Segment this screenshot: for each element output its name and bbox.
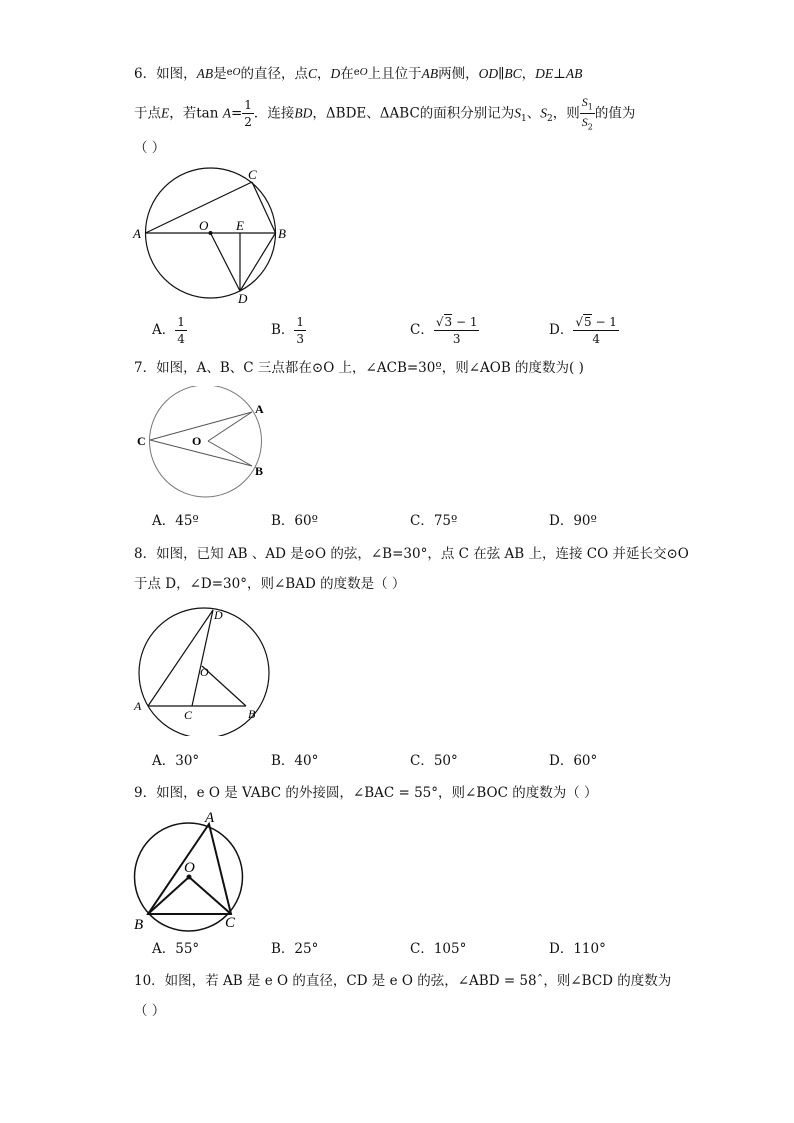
q6-answer-paren: （ ） [134, 140, 166, 156]
q8-option-c[interactable]: C．50° [410, 753, 458, 769]
q7-option-d[interactable]: D．90º [549, 513, 597, 529]
q6-circle-figure [130, 164, 310, 304]
q10-answer-paren: （ ） [134, 1003, 166, 1019]
q10-stem-line1: 10．如图，若 AB 是 e O 的直径，CD 是 e O 的弦，∠ABD = 58ˆ，则∠BCD 的度数为 [134, 973, 672, 989]
q6-label-A: A [133, 226, 141, 241]
q8-label-D: D [214, 608, 223, 622]
q8-option-d[interactable]: D．60° [549, 753, 598, 769]
q9-label-O: O [184, 860, 195, 876]
q7-label-B: B [255, 464, 264, 478]
fraction-s1-over-s2: $\frac{S_1}{S_2}$ [581, 95, 593, 132]
q8-label-B: B [248, 707, 256, 721]
q9-option-a[interactable]: A．55° [152, 941, 200, 957]
q8-stem-line2: 于点 D，∠D=30°，则∠BAD 的度数是（ ） [134, 576, 406, 592]
q9-option-b[interactable]: B．25° [271, 941, 319, 957]
q9-label-C: C [225, 915, 236, 931]
q8-option-b[interactable]: B．40° [271, 753, 319, 769]
q7-label-C: C [137, 434, 146, 448]
q9-label-A: A [205, 810, 215, 826]
fraction-one-half: $\frac{1}{2}$ [244, 98, 252, 130]
q6-option-d[interactable]: D． $\frac{√5 - 1}{4}$ [549, 315, 617, 346]
q8-label-C: C [184, 708, 193, 722]
q6-option-a[interactable]: A． $\frac{1}{4}$ [152, 315, 185, 346]
q6-label-D: D [238, 291, 248, 304]
q8-label-O: O [200, 665, 209, 679]
q6-label-C: C [248, 167, 257, 182]
q6-label-E: E [236, 218, 244, 233]
q8-stem-line1: 8．如图，已知 AB 、AD 是⊙O 的弦，∠B=30°，点 C 在弦 AB 上，连接 CO 并延长交⊙O [134, 546, 689, 562]
q8-option-a[interactable]: A．30° [152, 753, 200, 769]
q9-circle-figure [131, 808, 251, 932]
q8-label-A: A [134, 699, 142, 713]
q7-label-A: A [255, 402, 264, 416]
q6-label-B: B [278, 226, 286, 241]
q7-circle-figure [135, 386, 275, 498]
q7-stem: 7．如图，A、B、C 三点都在⊙O 上，∠ACB=30º，则∠AOB 的度数为( ) [134, 360, 584, 376]
q7-option-c[interactable]: C．75º [410, 513, 458, 529]
q7-option-b[interactable]: B．60º [271, 513, 318, 529]
q9-option-c[interactable]: C．105° [410, 941, 467, 957]
q6-stem-line2: 于点E，若tan A= $\frac{1}{2}$ ．连接BD，ΔBDE、ΔABC的面积分别记为$S_1$、$S_2$，则 $\frac{S_1}{S_2}$ 的值为 [134, 95, 636, 132]
q9-label-B: B [134, 917, 144, 932]
q6-label-O: O [199, 218, 209, 233]
q9-option-d[interactable]: D．110° [549, 941, 606, 957]
q6-option-b[interactable]: B． $\frac{1}{3}$ [271, 315, 305, 346]
q7-option-a[interactable]: A．45º [152, 513, 199, 529]
q6-stem-line1: 6．如图，AB是$^{eO}$的直径，点C，D在$^{eO}$上且位于AB两侧，OD∥BC，DE⊥AB [134, 66, 583, 82]
q7-label-O: O [192, 434, 202, 448]
q6-option-c[interactable]: C． $\frac{√3 - 1}{3}$ [410, 315, 478, 346]
q9-stem: 9．如图，e O 是 VABC 的外接圆，∠BAC = 55°，则∠BOC 的度数为（ ） [134, 785, 598, 801]
q8-circle-figure [130, 606, 270, 736]
